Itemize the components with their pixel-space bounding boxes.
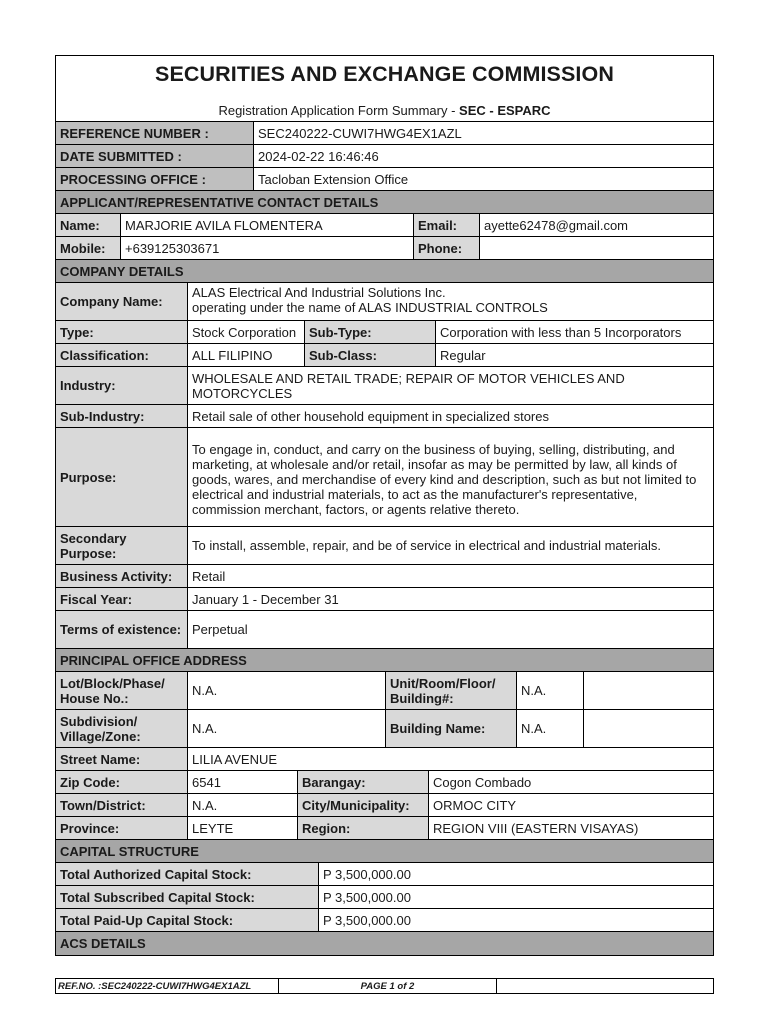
company-name-label: Company Name: (56, 283, 188, 320)
subscribed-capital-row (56, 886, 713, 909)
province-value: LEYTE (188, 817, 298, 839)
company-name-line2: operating under the name of ALAS INDUSTRIAL CONTROLS (192, 300, 548, 315)
address-section-header: PRINCIPAL OFFICE ADDRESS (56, 649, 713, 672)
subdivision-row-blank (584, 710, 713, 747)
region-label: Region: (298, 817, 429, 839)
subdivision-label: Subdivision/ Village/Zone: (56, 710, 188, 747)
type-value: Stock Corporation (188, 321, 305, 343)
company-section-header: COMPANY DETAILS (56, 260, 713, 283)
contact-name-row (56, 214, 713, 237)
subtype-label: Sub-Type: (305, 321, 436, 343)
classification-row (56, 344, 713, 367)
company-name-row (56, 283, 713, 321)
page-footer (55, 978, 714, 994)
name-value: MARJORIE AVILA FLOMENTERA (121, 214, 414, 236)
authorized-capital-label: Total Authorized Capital Stock: (56, 863, 319, 885)
province-row (56, 817, 713, 840)
fiscal-year-value: January 1 - December 31 (188, 588, 713, 610)
purpose-value: To engage in, conduct, and carry on the business of buying, selling, distributing, and marketing, at wholesale and/or retail, insofar as may be permitted by law, all kinds of goods, wares, and merchandise of every kind and description, such as but not limited to electrical and industrial materials, to act as the manufacturer's representative, commission merchant, factors, or agents relative thereto. (188, 428, 713, 526)
subtitle-prefix: Registration Application Form Summary - (218, 103, 460, 118)
purpose-row (56, 428, 713, 527)
building-name-value: N.A. (517, 710, 584, 747)
capital-section-header: CAPITAL STRUCTURE (56, 840, 713, 863)
subdivision-row (56, 710, 713, 748)
paidup-capital-value: P 3,500,000.00 (319, 909, 713, 931)
date-label: DATE SUBMITTED : (56, 145, 254, 167)
authorized-capital-value: P 3,500,000.00 (319, 863, 713, 885)
reference-value: SEC240222-CUWI7HWG4EX1AZL (254, 122, 713, 144)
street-value: LILIA AVENUE (188, 748, 713, 770)
contact-mobile-row (56, 237, 713, 260)
company-name-line1: ALAS Electrical And Industrial Solutions Inc. (192, 285, 446, 300)
unit-label: Unit/Room/Floor/ Building#: (386, 672, 517, 709)
classification-value: ALL FILIPINO (188, 344, 305, 366)
office-row (56, 168, 713, 191)
zip-row (56, 771, 713, 794)
subtype-value: Corporation with less than 5 Incorporators (436, 321, 713, 343)
subscribed-capital-value: P 3,500,000.00 (319, 886, 713, 908)
terms-label: Terms of existence: (56, 611, 188, 648)
mobile-value: +639125303671 (121, 237, 414, 259)
business-activity-row (56, 565, 713, 588)
office-value: Tacloban Extension Office (254, 168, 713, 190)
barangay-value: Cogon Combado (429, 771, 713, 793)
page-title: SECURITIES AND EXCHANGE COMMISSION (155, 62, 614, 86)
phone-label: Phone: (414, 237, 480, 259)
zip-label: Zip Code: (56, 771, 188, 793)
zip-value: 6541 (188, 771, 298, 793)
street-row (56, 748, 713, 771)
barangay-label: Barangay: (298, 771, 429, 793)
subclass-value: Regular (436, 344, 713, 366)
town-label: Town/District: (56, 794, 188, 816)
date-value: 2024-02-22 16:46:46 (254, 145, 713, 167)
paidup-capital-row (56, 909, 713, 932)
mobile-label: Mobile: (56, 237, 121, 259)
lot-row-blank (584, 672, 713, 709)
form-header (56, 56, 713, 122)
secondary-purpose-value: To install, assemble, repair, and be of service in electrical and industrial materials. (188, 527, 713, 564)
footer-blank (497, 979, 713, 993)
paidup-capital-label: Total Paid-Up Capital Stock: (56, 909, 319, 931)
company-name-value (188, 283, 713, 320)
province-label: Province: (56, 817, 188, 839)
form-subtitle (56, 87, 713, 118)
name-label: Name: (56, 214, 121, 236)
building-name-label: Building Name: (386, 710, 517, 747)
email-label: Email: (414, 214, 480, 236)
authorized-capital-row (56, 863, 713, 886)
subdivision-value: N.A. (188, 710, 386, 747)
subindustry-label: Sub-Industry: (56, 405, 188, 427)
city-label: City/Municipality: (298, 794, 429, 816)
subindustry-value: Retail sale of other household equipment in specialized stores (188, 405, 713, 427)
secondary-purpose-label: Secondary Purpose: (56, 527, 188, 564)
lot-label: Lot/Block/Phase/ House No.: (56, 672, 188, 709)
industry-row (56, 367, 713, 405)
business-activity-label: Business Activity: (56, 565, 188, 587)
purpose-label: Purpose: (56, 428, 188, 526)
reference-row (56, 122, 713, 145)
registration-form (55, 55, 714, 956)
lot-value: N.A. (188, 672, 386, 709)
fiscal-year-label: Fiscal Year: (56, 588, 188, 610)
date-row (56, 145, 713, 168)
subscribed-capital-label: Total Subscribed Capital Stock: (56, 886, 319, 908)
subtitle-system: SEC - ESPARC (459, 103, 551, 118)
industry-label: Industry: (56, 367, 188, 404)
subindustry-row (56, 405, 713, 428)
footer-reference: REF.NO. :SEC240222-CUWI7HWG4EX1AZL (56, 979, 279, 993)
type-label: Type: (56, 321, 188, 343)
classification-label: Classification: (56, 344, 188, 366)
terms-row (56, 611, 713, 649)
secondary-purpose-row (56, 527, 713, 565)
phone-value (480, 237, 713, 259)
city-value: ORMOC CITY (429, 794, 713, 816)
street-label: Street Name: (56, 748, 188, 770)
lot-row (56, 672, 713, 710)
unit-value: N.A. (517, 672, 584, 709)
industry-value: WHOLESALE AND RETAIL TRADE; REPAIR OF MOTOR VEHICLES AND MOTORCYCLES (188, 367, 713, 404)
fiscal-year-row (56, 588, 713, 611)
terms-value: Perpetual (188, 611, 713, 648)
town-row (56, 794, 713, 817)
acs-section-header: ACS DETAILS (56, 932, 713, 955)
subclass-label: Sub-Class: (305, 344, 436, 366)
business-activity-value: Retail (188, 565, 713, 587)
town-value: N.A. (188, 794, 298, 816)
reference-label: REFERENCE NUMBER : (56, 122, 254, 144)
office-label: PROCESSING OFFICE : (56, 168, 254, 190)
email-value: ayette62478@gmail.com (480, 214, 713, 236)
footer-page-number: PAGE 1 of 2 (279, 979, 497, 993)
region-value: REGION VIII (EASTERN VISAYAS) (429, 817, 713, 839)
contact-section-header: APPLICANT/REPRESENTATIVE CONTACT DETAILS (56, 191, 713, 214)
type-row (56, 321, 713, 344)
